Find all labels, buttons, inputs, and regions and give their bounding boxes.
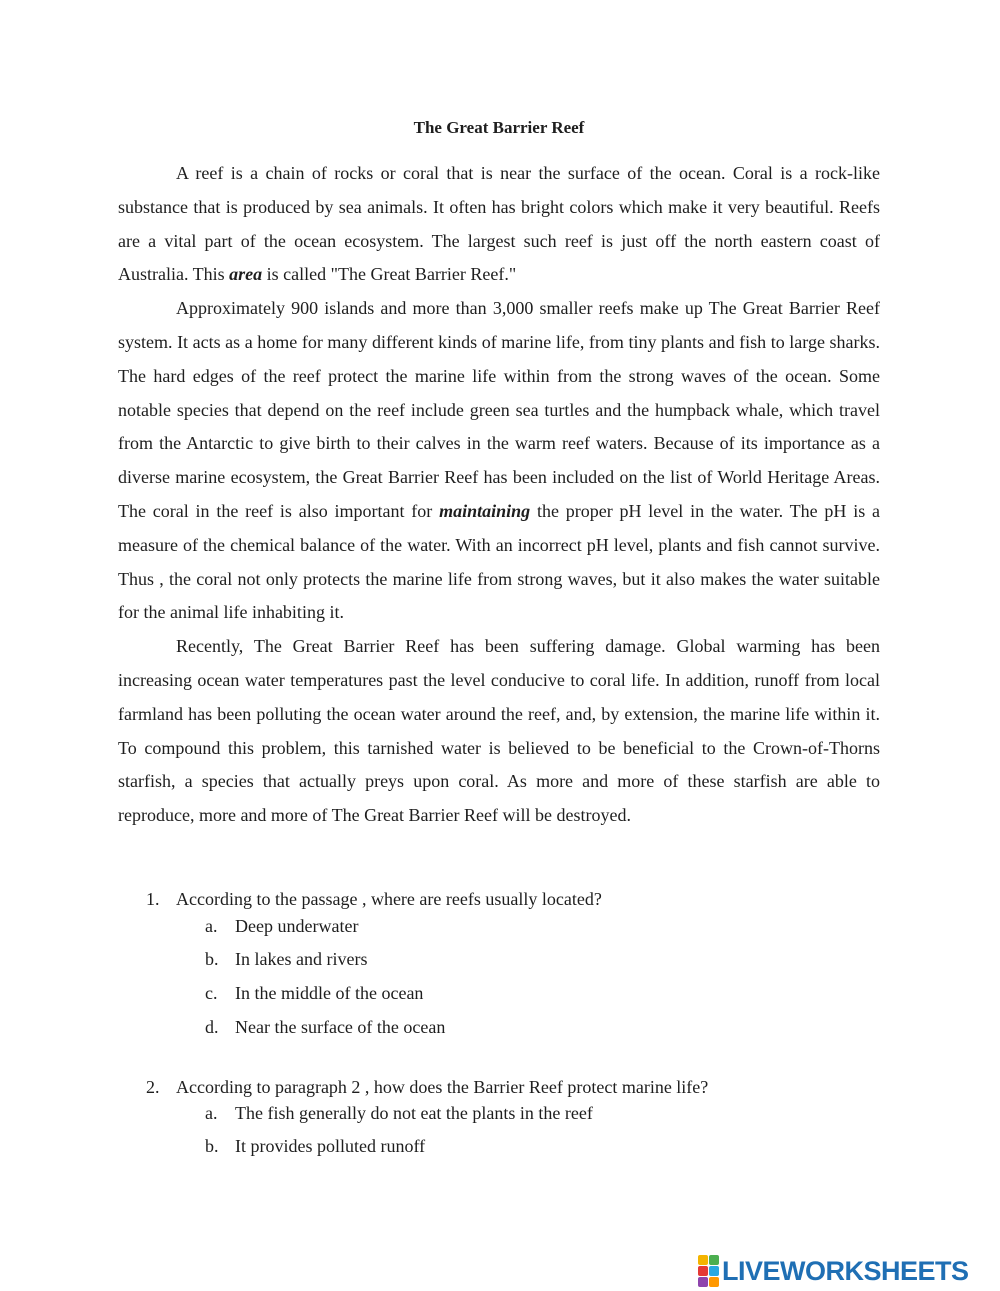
emphasized-word-maintaining: maintaining (439, 500, 531, 521)
option-letter: b. (205, 1136, 219, 1156)
question-text: According to the passage , where are reefs usually located? (176, 889, 602, 909)
liveworksheets-logo (698, 1255, 969, 1287)
logo-icon-cell (709, 1255, 719, 1265)
question-number: 1. (146, 889, 160, 909)
option-letter: a. (205, 1103, 218, 1123)
document-title: The Great Barrier Reef (413, 118, 585, 137)
liveworksheets-logo-icon (698, 1255, 719, 1287)
reading-passage (118, 157, 880, 833)
paragraph-1-text-end: is called "The Great Barrier Reef." (262, 264, 517, 285)
option-letter: b. (205, 949, 219, 969)
paragraph-2-text-start: Approximately 900 islands and more than 3,000 smaller reefs make up The Great Barrier Reef system. It acts as a home for many different kinds of marine life, from tiny plants and fish to large sharks. The hard edges of the reef protect the marine life within from the strong waves of the ocean. Some notable species that depend on the reef include green sea turtles and the humpback whale, which travel from the Antarctic to give birth to their calves in the warm reef waters. Because of its importance as a diverse marine ecosystem, the Great Barrier Reef has been included on the list of World Heritage Areas. The coral in the reef is also important for (118, 298, 880, 521)
option-text: The fish generally do not eat the plants in the reef (235, 1103, 593, 1123)
option-letter: d. (205, 1017, 219, 1037)
logo-icon-cell (709, 1277, 719, 1287)
option-text: In the middle of the ocean (235, 983, 424, 1003)
logo-icon-cell (698, 1266, 708, 1276)
option-text: In lakes and rivers (235, 949, 368, 969)
logo-icon-cell (698, 1277, 708, 1287)
paragraph-2-text-end: the proper pH level in the water. The pH is a measure of the chemical balance of the water. With an incorrect pH level, plants and fish cannot survive. Thus , the coral not only protects the marine life from strong waves, but it also makes the water suitable for the animal life inhabiting it. (118, 500, 880, 623)
paragraph-2 (118, 292, 880, 630)
question-text: According to paragraph 2 , how does the Barrier Reef protect marine life? (176, 1077, 709, 1097)
emphasized-word-area: area (229, 264, 263, 285)
question-number: 2. (146, 1077, 160, 1097)
logo-icon-cell (709, 1266, 719, 1276)
option-letter: c. (205, 983, 218, 1003)
logo-text: LIVEWORKSHEETS (722, 1255, 969, 1286)
paragraph-1-text-start: A reef is a chain of rocks or coral that is near the surface of the ocean. Coral is a rock-like substance that is produced by sea animals. It often has bright colors which make it very beautiful. Reefs are a vital part of the ocean ecosystem. The largest such reef is just off the north eastern coast of Australia. This (118, 163, 880, 285)
option-letter: a. (205, 916, 218, 936)
option-text: Deep underwater (235, 916, 359, 936)
paragraph-3: Recently, The Great Barrier Reef has been suffering damage. Global warming has been increasing ocean water temperatures past the level conducive to coral life. In addition, runoff from local farmland has been polluting the ocean water around the reef, and, by extension, the marine life within it. To compound this problem, this tarnished water is believed to be beneficial to the Crown-of-Thorns starfish, a species that actually preys upon coral. As more and more of these starfish are able to reproduce, more and more of The Great Barrier Reef will be destroyed. (118, 636, 880, 826)
option-text: Near the surface of the ocean (235, 1017, 446, 1037)
paragraph-1 (118, 157, 880, 292)
option-text: It provides polluted runoff (235, 1136, 426, 1156)
logo-icon-cell (698, 1255, 708, 1265)
